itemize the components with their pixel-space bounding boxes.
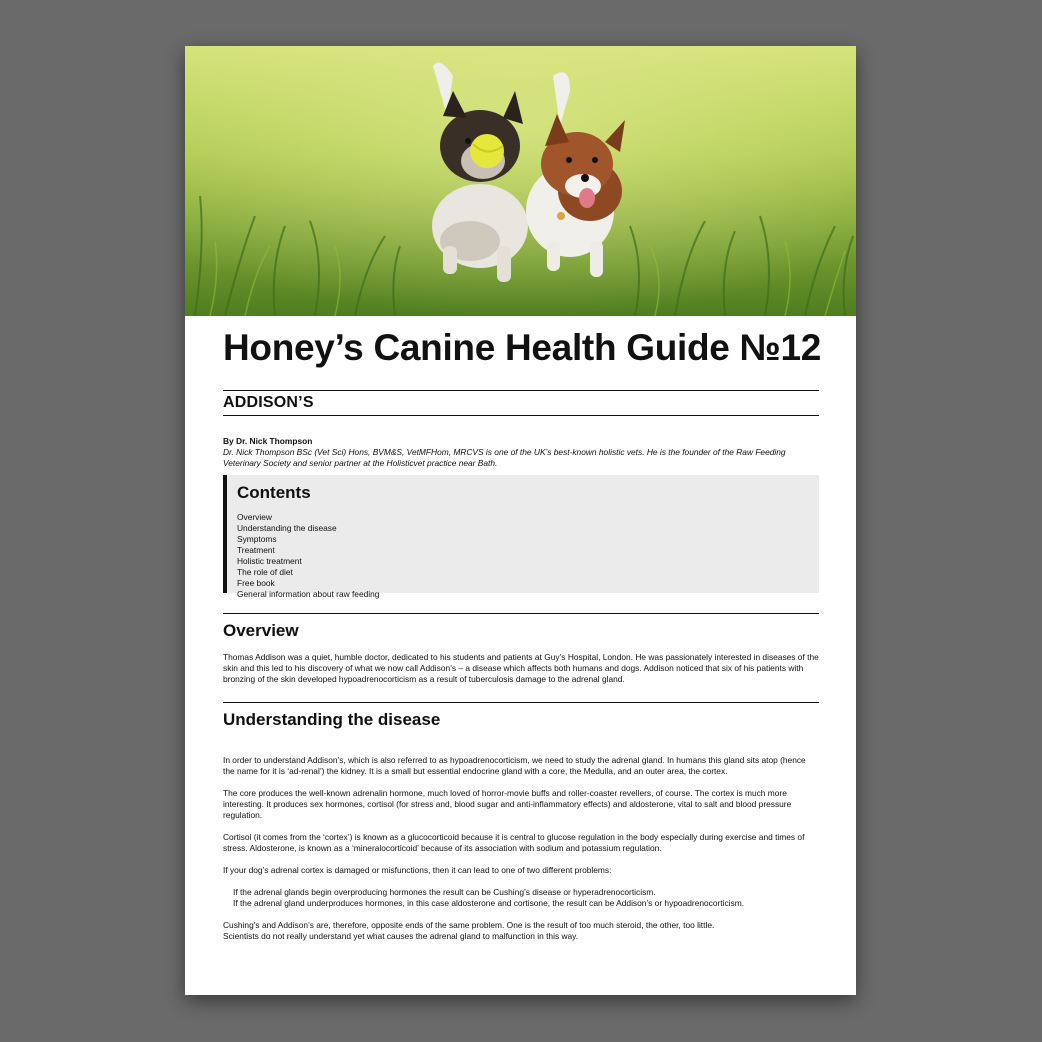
dogs-running-photo-icon (185, 46, 856, 316)
understanding-paragraph-2: The core produces the well-known adrenalin hormone, much loved of horror-movie buffs and roller-coaster revellers, of course. The cortex is much more interesting. It produces sex hormones, cortisol (for stress and, blood sugar and anti-inflammatory effects) and aldosterone, vital to salt and blood pressure regulation. (223, 788, 792, 820)
understanding-section (223, 702, 819, 942)
document-title: Honey’s Canine Health Guide №12 (223, 327, 822, 368)
hero-photo (185, 46, 856, 316)
understanding-paragraph-5a: Cushing’s and Addison’s are, therefore, opposite ends of the same problem. One is the result of too much steroid, the other, too little. (223, 920, 715, 930)
contents-item[interactable]: Treatment (237, 545, 275, 555)
overview-paragraph: Thomas Addison was a quiet, humble doctor, dedicated to his students and patients at Guy’s Hospital, London. He was passionately interested in diseases of the skin and this led to his discovery of what we now call Addison’s – a disease which affects both humans and dogs. Addison noticed that six of his patients with bronzing of the skin developed hypoadrenocorticism as a result of tuberculosis damage to the adrenal gland. (223, 652, 819, 684)
overview-heading: Overview (223, 621, 299, 640)
understanding-heading: Understanding the disease (223, 710, 441, 729)
contents-item[interactable]: The role of diet (237, 567, 293, 577)
problem-item-hypo: If the adrenal gland underproduces hormones, in this case aldosterone and cortisone, the result can be Addison’s or hypoadrenocorticism. (233, 898, 745, 908)
document-content (223, 316, 822, 953)
contents-item[interactable]: General information about raw feeding (237, 589, 380, 599)
byline (223, 436, 819, 469)
understanding-paragraph-5b: Scientists do not really understand yet what causes the adrenal gland to malfunction in this way. (223, 931, 579, 941)
problem-list (223, 887, 819, 909)
contents-list (237, 512, 809, 600)
contents-item[interactable]: Understanding the disease (237, 523, 337, 533)
contents-item[interactable]: Holistic treatment (237, 556, 302, 566)
understanding-paragraph-3: Cortisol (it comes from the ‘cortex’) is known as a glucocorticoid because it is central to glucose regulation in the body especially during exercise and times of stress. Aldosterone, is known as a ‘mineralocorticoid’ because of its association with sodium and potassium regulation. (223, 832, 805, 853)
understanding-paragraph-1: In order to understand Addison’s, which is also referred to as hypoadrenocorticism, we need to study the adrenal gland. In humans this gland sits atop (hence the name for it is ‘ad-renal’) the kidney. It is a small but essential endocrine gland with a core, the Medulla, and an outer area, the cortex. (223, 755, 806, 776)
subject-heading: ADDISON’S (223, 390, 819, 416)
problem-item-hyper: If the adrenal glands begin overproducing hormones the result can be Cushing’s disease or hyperadrenocorticism. (233, 887, 656, 897)
contents-item[interactable]: Overview (237, 512, 272, 522)
author-bio: Dr. Nick Thompson BSc (Vet Sci) Hons, BVM&S, VetMFHom, MRCVS is one of the UK’s best-known holistic vets. He is the founder of the Raw Feeding Veterinary Society and senior partner at the Holisticvet practice near Bath. (223, 447, 786, 468)
contents-item[interactable]: Free book (237, 578, 275, 588)
overview-section (223, 613, 819, 685)
understanding-paragraph-4: If your dog’s adrenal cortex is damaged or misfunctions, then it can lead to one of two different problems: (223, 865, 612, 875)
contents-box (223, 475, 819, 599)
contents-heading: Contents (237, 483, 311, 502)
author-name: By Dr. Nick Thompson (223, 436, 313, 446)
document-page (185, 46, 856, 995)
contents-item[interactable]: Symptoms (237, 534, 277, 544)
